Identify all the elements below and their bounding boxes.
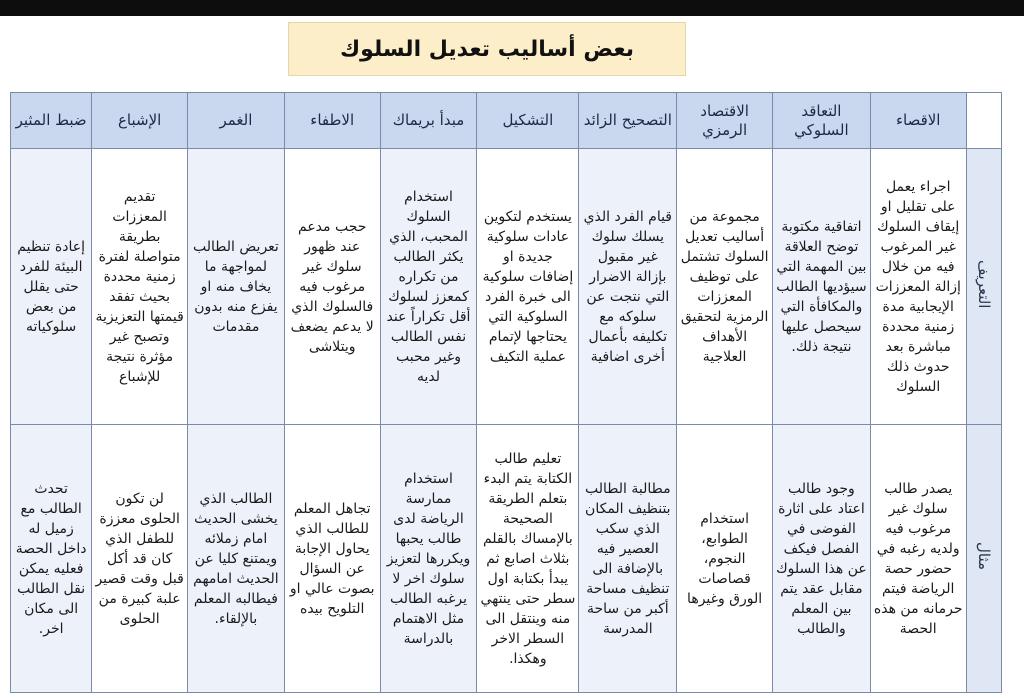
- definition-cell: تعريض الطالب لمواجهة ما يخاف منه او يفزع منه بدون مقدمات: [188, 149, 285, 425]
- definition-cell: يستخدم لتكوين عادات سلوكية جديدة او إضافات سلوكية الى خبرة الفرد السلوكية التي يحتاجها لإتمام عملية التكيف: [477, 149, 579, 425]
- definition-cell: حجب مدعم عند ظهور سلوك غير مرغوب فيه فالسلوك الذي لا يدعم يضعف ويتلاشى: [284, 149, 380, 425]
- row-label-text: مثال: [974, 542, 993, 571]
- example-cell: لن تكون الحلوى معززة للطفل الذي كان قد أكل قبل وقت قصير علبة كبيرة من الحلوى: [92, 425, 188, 693]
- example-row: [11, 425, 1002, 693]
- example-cell: تحدث الطالب مع زميل له داخل الحصة فعليه يمكن نقل الطالب الى مكان اخر.: [11, 425, 92, 693]
- behavior-methods-table: [10, 92, 1002, 693]
- column-header: الاطفاء: [284, 93, 380, 149]
- example-cell: يصدر طالب سلوك غير مرغوب فيه ولديه رغبه في حضور حصة الرياضة فيتم حرمانه من هذه الحصة: [870, 425, 966, 693]
- definition-cell: إعادة تنظيم البيئة للفرد حتى يقلل من بعض سلوكياته: [11, 149, 92, 425]
- row-label-definition: [966, 149, 1001, 425]
- definition-cell: اجراء يعمل على تقليل او إيقاف السلوك غير المرغوب فيه من خلال إزالة المعززات الإيجابية مدة زمنية محددة مباشرة بعد حدوث ذلك السلوك: [870, 149, 966, 425]
- corner-cell: [966, 93, 1001, 149]
- definition-cell: مجموعة من أساليب تعديل السلوك تشتمل على توظيف المعززات الرمزية لتحقيق الأهداف العلاجية: [677, 149, 773, 425]
- example-cell: مطالبة الطالب بتنظيف المكان الذي سكب العصير فيه بالإضافة الى تنظيف مساحة أكبر من ساحة المدرسة: [579, 425, 677, 693]
- column-header: الإشباع: [92, 93, 188, 149]
- definition-cell: استخدام السلوك المحبب، الذي يكثر الطالب من تكراره كمعزز لسلوك أقل تكراراً عند نفس الطالب وغير محبب لديه: [380, 149, 477, 425]
- example-cell: تجاهل المعلم للطالب الذي يحاول الإجابة عن السؤال بصوت عالي او التلويح بيده: [284, 425, 380, 693]
- definition-cell: قيام الفرد الذي يسلك سلوك غير مقبول بإزالة الاضرار التي نتجت عن سلوكه مع تكليفه بأعمال أخرى اضافية: [579, 149, 677, 425]
- definition-cell: تقديم المعززات بطريقة متواصلة لفترة زمنية محددة بحيث تفقد قيمتها التعزيزية وتصبح غير مؤثرة نتيجة للإشباع: [92, 149, 188, 425]
- column-header: التشكيل: [477, 93, 579, 149]
- row-label-example: [966, 425, 1001, 693]
- column-header: ضبط المثير: [11, 93, 92, 149]
- definition-cell: اتفاقية مكتوبة توضح العلاقة بين المهمة التي سيؤديها الطالب والمكافأة التي سيحصل عليها نتيجة ذلك.: [773, 149, 871, 425]
- definition-row: [11, 149, 1002, 425]
- column-header: التعاقد السلوكي: [773, 93, 871, 149]
- column-header: التصحيح الزائد: [579, 93, 677, 149]
- row-label-text: التعريف: [974, 260, 993, 309]
- example-cell: استخدام الطوابع، النجوم، قصاصات الورق وغيرها: [677, 425, 773, 693]
- example-cell: استخدام ممارسة الرياضة لدى طالب يحبها ويكررها لتعزيز سلوك اخر لا يرغبه الطالب مثل الاهتمام بالدراسة: [380, 425, 477, 693]
- example-cell: وجود طالب اعتاد على اثارة الفوضى في الفصل فيكف عن هذا السلوك مقابل عقد يتم بين المعلم والطالب: [773, 425, 871, 693]
- page-title: بعض أساليب تعديل السلوك: [288, 22, 686, 76]
- example-cell: الطالب الذي يخشى الحديث امام زملائه ويمتنع كليا عن الحديث امامهم فيطالبه المعلم بالإلقاء.: [188, 425, 285, 693]
- header-row: [11, 93, 1002, 149]
- example-cell: تعليم طالب الكتابة يتم البدء بتعلم الطريقة الصحيحة بالإمساك بالقلم بثلاث اصابع ثم يبدأ بكتابة اول سطر حتى ينتهي منه وينتقل الى السطر الاخر وهكذا.: [477, 425, 579, 693]
- column-header: الاقصاء: [870, 93, 966, 149]
- column-header: مبدأ بريماك: [380, 93, 477, 149]
- column-header: الغمر: [188, 93, 285, 149]
- column-header: الاقتصاد الرمزي: [677, 93, 773, 149]
- top-black-bar: [0, 0, 1024, 16]
